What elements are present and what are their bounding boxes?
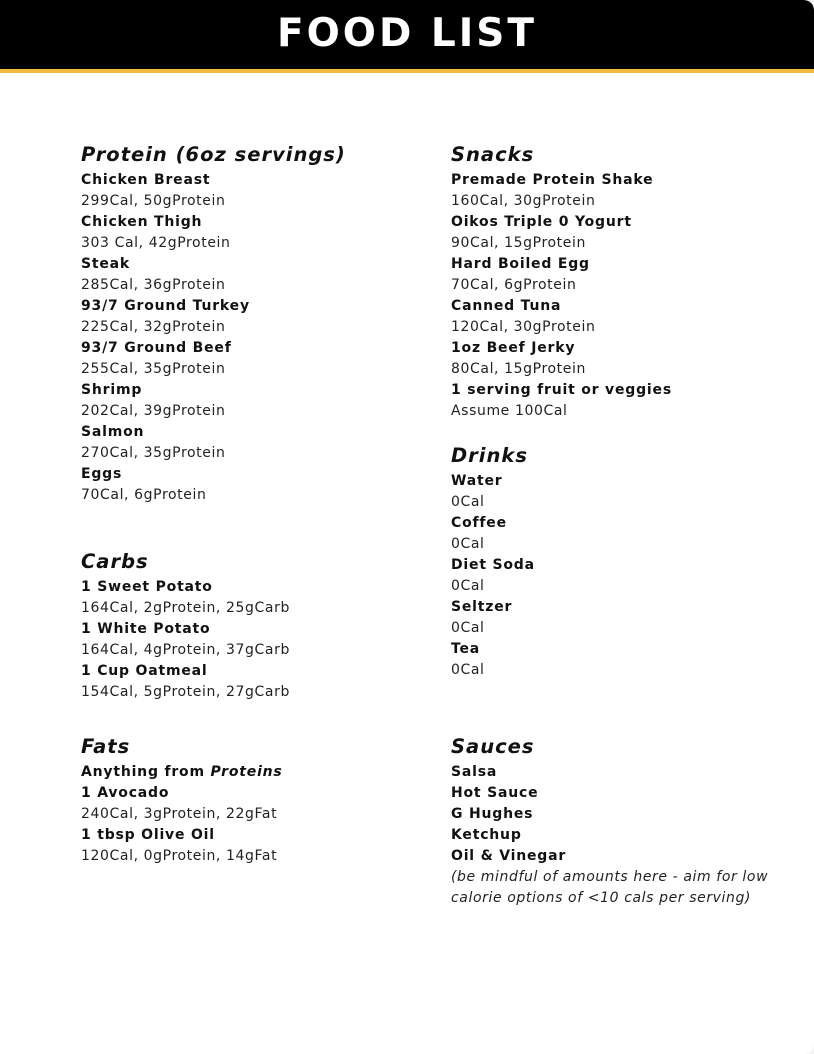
food-name: 1 Cup Oatmeal <box>81 663 208 679</box>
food-name: Premade Protein Shake <box>451 172 654 188</box>
anything-emphasis: Proteins <box>210 764 283 780</box>
food-name: 1 tbsp Olive Oil <box>81 827 215 843</box>
food-detail: 303 Cal, 42gProtein <box>81 235 231 251</box>
food-name: 1 Sweet Potato <box>81 579 213 595</box>
food-name: Hard Boiled Egg <box>451 256 590 272</box>
sauce-name: Salsa <box>451 764 498 780</box>
food-detail: 70Cal, 6gProtein <box>451 277 577 293</box>
section-title-snacks: Snacks <box>451 143 535 166</box>
sauce-name: G Hughes <box>451 806 534 822</box>
drink-name: Seltzer <box>451 599 513 615</box>
food-detail: 120Cal, 30gProtein <box>451 319 596 335</box>
food-name: Chicken Thigh <box>81 214 203 230</box>
section-title-carbs: Carbs <box>81 550 149 573</box>
drink-detail: 0Cal <box>451 578 485 594</box>
drink-detail: 0Cal <box>451 536 485 552</box>
food-name: 1 serving fruit or veggies <box>451 382 672 398</box>
anything-prefix: Anything from <box>81 764 211 780</box>
sauce-name: Hot Sauce <box>451 785 539 801</box>
food-detail: 154Cal, 5gProtein, 27gCarb <box>81 684 290 700</box>
fats-section <box>81 734 283 867</box>
food-name: 1 White Potato <box>81 621 211 637</box>
drink-detail: 0Cal <box>451 662 485 678</box>
food-name: 93/7 Ground Turkey <box>81 298 250 314</box>
food-detail: 202Cal, 39gProtein <box>81 403 226 419</box>
sauces-note: (be mindful of amounts here - aim for low calorie options of <10 cals per serving) <box>451 869 769 906</box>
food-name: Canned Tuna <box>451 298 562 314</box>
fats-anything-note <box>81 762 283 783</box>
food-name: 93/7 Ground Beef <box>81 340 232 356</box>
food-detail: 70Cal, 6gProtein <box>81 487 207 503</box>
drink-name: Coffee <box>451 515 507 531</box>
protein-section <box>81 142 346 506</box>
page-title: FOOD LIST <box>277 11 537 56</box>
food-detail: 80Cal, 15gProtein <box>451 361 586 377</box>
food-detail: 270Cal, 35gProtein <box>81 445 226 461</box>
sauce-name: Oil & Vinegar <box>451 848 567 864</box>
carbs-section <box>81 549 290 703</box>
food-detail: 164Cal, 2gProtein, 25gCarb <box>81 600 290 616</box>
food-name: Oikos Triple 0 Yogurt <box>451 214 632 230</box>
drink-name: Tea <box>451 641 481 657</box>
section-title-drinks: Drinks <box>451 444 528 467</box>
sauces-section <box>451 734 781 909</box>
food-name: Shrimp <box>81 382 143 398</box>
drink-detail: 0Cal <box>451 494 485 510</box>
food-detail: 120Cal, 0gProtein, 14gFat <box>81 848 278 864</box>
drink-name: Diet Soda <box>451 557 535 573</box>
sauce-name: Ketchup <box>451 827 522 843</box>
drink-name: Water <box>451 473 503 489</box>
food-detail: 299Cal, 50gProtein <box>81 193 226 209</box>
food-name: Eggs <box>81 466 123 482</box>
food-detail: 255Cal, 35gProtein <box>81 361 226 377</box>
food-detail: 225Cal, 32gProtein <box>81 319 226 335</box>
food-name: Salmon <box>81 424 145 440</box>
section-title-fats: Fats <box>81 735 131 758</box>
drink-detail: 0Cal <box>451 620 485 636</box>
food-name: 1oz Beef Jerky <box>451 340 576 356</box>
food-name: Steak <box>81 256 131 272</box>
food-name: 1 Avocado <box>81 785 170 801</box>
food-detail: 164Cal, 4gProtein, 37gCarb <box>81 642 290 658</box>
food-detail: 160Cal, 30gProtein <box>451 193 596 209</box>
food-detail: 240Cal, 3gProtein, 22gFat <box>81 806 278 822</box>
header-bar <box>0 0 814 69</box>
food-detail: 90Cal, 15gProtein <box>451 235 586 251</box>
food-detail: 285Cal, 36gProtein <box>81 277 226 293</box>
section-title-sauces: Sauces <box>451 735 535 758</box>
food-detail: Assume 100Cal <box>451 403 568 419</box>
food-name: Chicken Breast <box>81 172 211 188</box>
drinks-section <box>451 443 535 681</box>
section-title-protein: Protein (6oz servings) <box>81 143 346 166</box>
header-accent-rule <box>0 69 814 73</box>
snacks-section <box>451 142 672 422</box>
